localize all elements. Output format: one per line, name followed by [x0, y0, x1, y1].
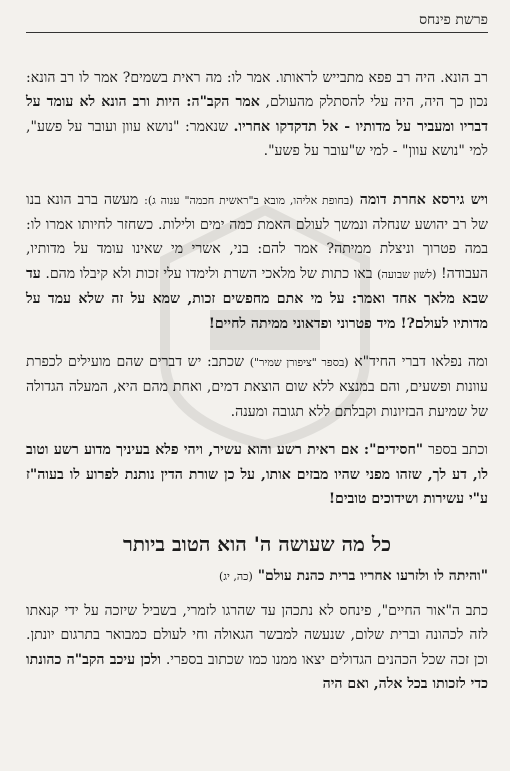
text: שכתב: יש דברים שהם מועילים לכפרת עוונות ופשעים, והם במנצא ללא שום הוצאת דמים, ואחת מהם היא, המעלה הגדולה של שמיעת הבזיונות וקבלתם ללא תגובה ומענה. — [26, 354, 488, 420]
bold-text: "חסידים": אם ראית רשע והוא עשיר, ויהי פלא בעיניך מדוע רשע וטוב לו, דע לך, שזהו מפני שהיו מבזים אותו, על כן שורת הדין נותנת לפרוע לו בעוה"ז ע"י עשירות ושידוכים טובים! — [26, 442, 488, 508]
header-title: פרשת פינחס — [419, 12, 488, 28]
verse-quote — [26, 564, 488, 589]
running-header — [26, 8, 488, 33]
text: מעשה ברב הונא בנו של רב יהושע שנחלה ונמשך לעולם האמת כמה ימים ולילות. כשחזר לחיותו אמרו לו: במה פטרוך וניצלת ממיתה? אמר להם: בני, אשרי מי שאינו עומד על מדותיו, העבודה! — [26, 191, 488, 282]
paragraph-3 — [26, 350, 488, 424]
text: באו כתות של מלאכי השרת ולימדו עלי זכות ולא קיבלו מהם. — [40, 265, 378, 282]
bold-text: עד שבא מלאך אחד ואמר: על מי אתם מחפשים זכות, שמא על זה שלא עמד על מדותיו לעולם?! מיד פטרוני ופדאוני ממיתה לחיים! — [26, 265, 488, 332]
bold-text: אמר הקב"ה: היות ורב הונא לא עומד על דבריו ומעביר על מדותיו - אל תדקדקו אחריו. — [26, 94, 488, 135]
section-heading: כל מה שעושה ה' הוא הטוב ביותר — [123, 531, 391, 556]
paragraph-1 — [26, 66, 488, 164]
source-citation: (בחופת אליהו, מובא ב"ראשית חכמה" ענוה ג): — [144, 193, 354, 207]
verse-reference: (כה, יג) — [219, 569, 253, 583]
text: וכתב בספר — [423, 442, 488, 459]
source-citation: (בספר "ציפורן שמיר") — [249, 356, 349, 370]
text: ומה נפלאו דברי החיד"א — [348, 354, 488, 371]
text: שנאמר: "נושא עוון ועובר על פשע", למי "נושא עוון" - למי ש"עובר על פשע". — [26, 118, 488, 160]
bold-text: ולכן עיכב הקב"ה כהונתו כדי לזכותו בכל אלה, ואם היה — [26, 651, 488, 693]
paragraph-5 — [26, 599, 488, 697]
paragraph-2 — [26, 188, 488, 336]
text: רב הונא. היה רב פפא מתבייש לראותו. אמר לו: מה ראית בשמים? אמר לו רב הונא: נכון כך היה, היה עלי להסתלק מהעולם, — [26, 70, 488, 111]
source-note: (לשון שבועה) — [377, 267, 437, 281]
text: כתב ה"אור החיים", פינחס לא נתכהן עד שהרגו לזמרי, בשביל שיזכה על ידי קנאתו לזה לכהונה וברית שלום, שנעשה למבשר הגאולה וחי לעולם כמבואר בתרגום יונתן. וכן זכה שכל הכהנים הגדולים יצאו ממנו כמו שכתוב בספרי. — [26, 602, 489, 668]
page-body — [26, 66, 488, 711]
paragraph-4 — [26, 438, 488, 511]
bold-text: ויש גירסא אחרת דומה — [353, 191, 488, 208]
verse-text: "והיתה לו ולזרעו אחריו ברית כהנת עולם" — [257, 567, 488, 584]
